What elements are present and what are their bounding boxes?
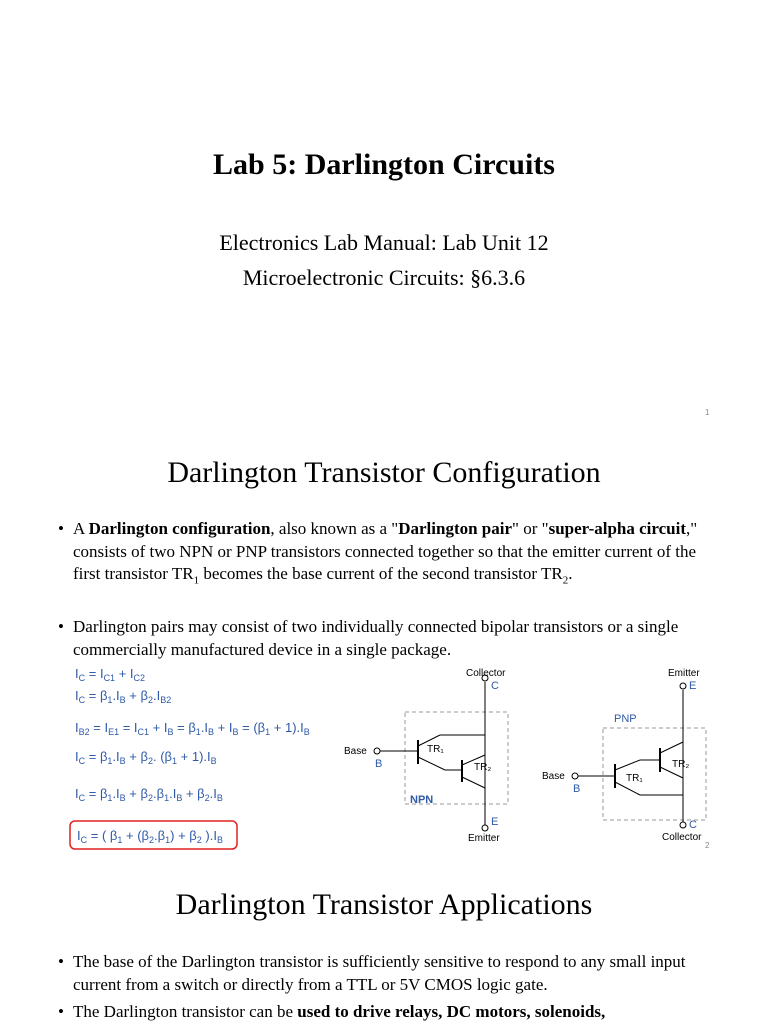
slide2-heading: Darlington Transistor Configuration — [167, 456, 601, 489]
svg-text:IC = β1.IB + β2.β1.IB + β2.IB: $I_C = \beta_1.I_B + \beta_2.\beta_1.I_B + \beta_2.I_B$ — [75, 786, 223, 803]
bullet-dot: • — [58, 1002, 64, 1021]
slide2-bullet-1: • A Darlington configuration, also known as a "Darlington pair" or "super-alpha circuit," consists of two NPN or PNP transistors connected together so that the emitter current of the first transistor $TR_1$ becomes the base current of the second transistor $TR_2$. — [58, 519, 698, 587]
pnp-b-label: B — [573, 783, 581, 795]
slide1-subtitle-1: Electronics Lab Manual: Lab Unit 12 — [219, 230, 549, 255]
slide1-subtitle-2: Microelectronic Circuits: §6.3.6 — [242, 265, 526, 290]
pnp-collector-label: Collector — [662, 832, 702, 843]
pnp-c-label: C — [689, 819, 697, 831]
slide3-heading: Darlington Transistor Applications — [175, 888, 593, 921]
npn-c-label: C — [491, 680, 499, 692]
slide1-page-number: 1 — [705, 408, 710, 417]
slide3-bullet-1: • The base of the Darlington transistor is sufficiently sensitive to respond to any small input current from a switch or directly from a TTL or 5V CMOS logic gate. — [58, 952, 686, 994]
svg-text:IC = ( β1 + (β2.β1) + β2 ).IB: $I_C$ = ( $\beta_1 + (\beta_2.\beta_1) + \beta_2$ )$.I_B$ — [77, 828, 223, 845]
equations — [70, 666, 310, 849]
pnp-darlington-schematic — [572, 683, 706, 828]
pnp-tr2-label: TR₂ — [672, 759, 690, 770]
slide3-bullet-2: • The Darlington transistor can be used to drive relays, DC motors, solenoids, — [58, 1001, 718, 1024]
pnp-e-label: E — [689, 680, 697, 692]
bullet-dot: • — [58, 519, 64, 538]
npn-label: NPN — [410, 794, 434, 806]
npn-tr1-label: TR₁ — [427, 744, 444, 755]
npn-tr2-label: TR₂ — [474, 762, 492, 773]
svg-text:IB2 = IE1 = IC1 + IB = β1.IB +: $I_{B2} = I_{E1} = I_{C1} + I_B = \beta_1.I_B + I_B = (\beta_1 + 1).I_B$ — [75, 720, 310, 737]
darlington-figure — [0, 660, 768, 850]
npn-e-label: E — [491, 816, 499, 828]
pnp-tr1-label: TR₁ — [626, 773, 643, 784]
npn-base-label: Base — [344, 746, 367, 757]
slide1-title: Lab 5: Darlington Circuits — [213, 148, 555, 181]
svg-text:IC = β1.IB + β2. (β1 + 1).IB: $I_C = \beta_1.I_B + \beta_2$. $(\beta_1 + 1).I_B$ — [75, 749, 217, 766]
svg-text:IC = β1.IB + β2.IB2: $I_C = \beta_1.I_B + \beta_2.I_{B2}$ — [75, 688, 172, 705]
slide2-page-number: 2 — [705, 841, 710, 850]
pnp-label: PNP — [614, 713, 637, 725]
slide2-bullet-2: • Darlington pairs may consist of two individually connected bipolar transistors or a single commercially manufactured device in a single package. — [58, 617, 679, 659]
pnp-emitter-label: Emitter — [668, 668, 700, 679]
svg-text:IC = IC1 + IC2: $I_C = I_{C1} + I_{C2}$ — [75, 666, 146, 683]
bullet-dot: • — [58, 617, 64, 636]
pnp-base-label: Base — [542, 771, 565, 782]
npn-collector-label: Collector — [466, 668, 506, 679]
npn-emitter-label: Emitter — [468, 833, 500, 844]
bullet-dot: • — [58, 952, 64, 971]
npn-b-label: B — [375, 758, 383, 770]
